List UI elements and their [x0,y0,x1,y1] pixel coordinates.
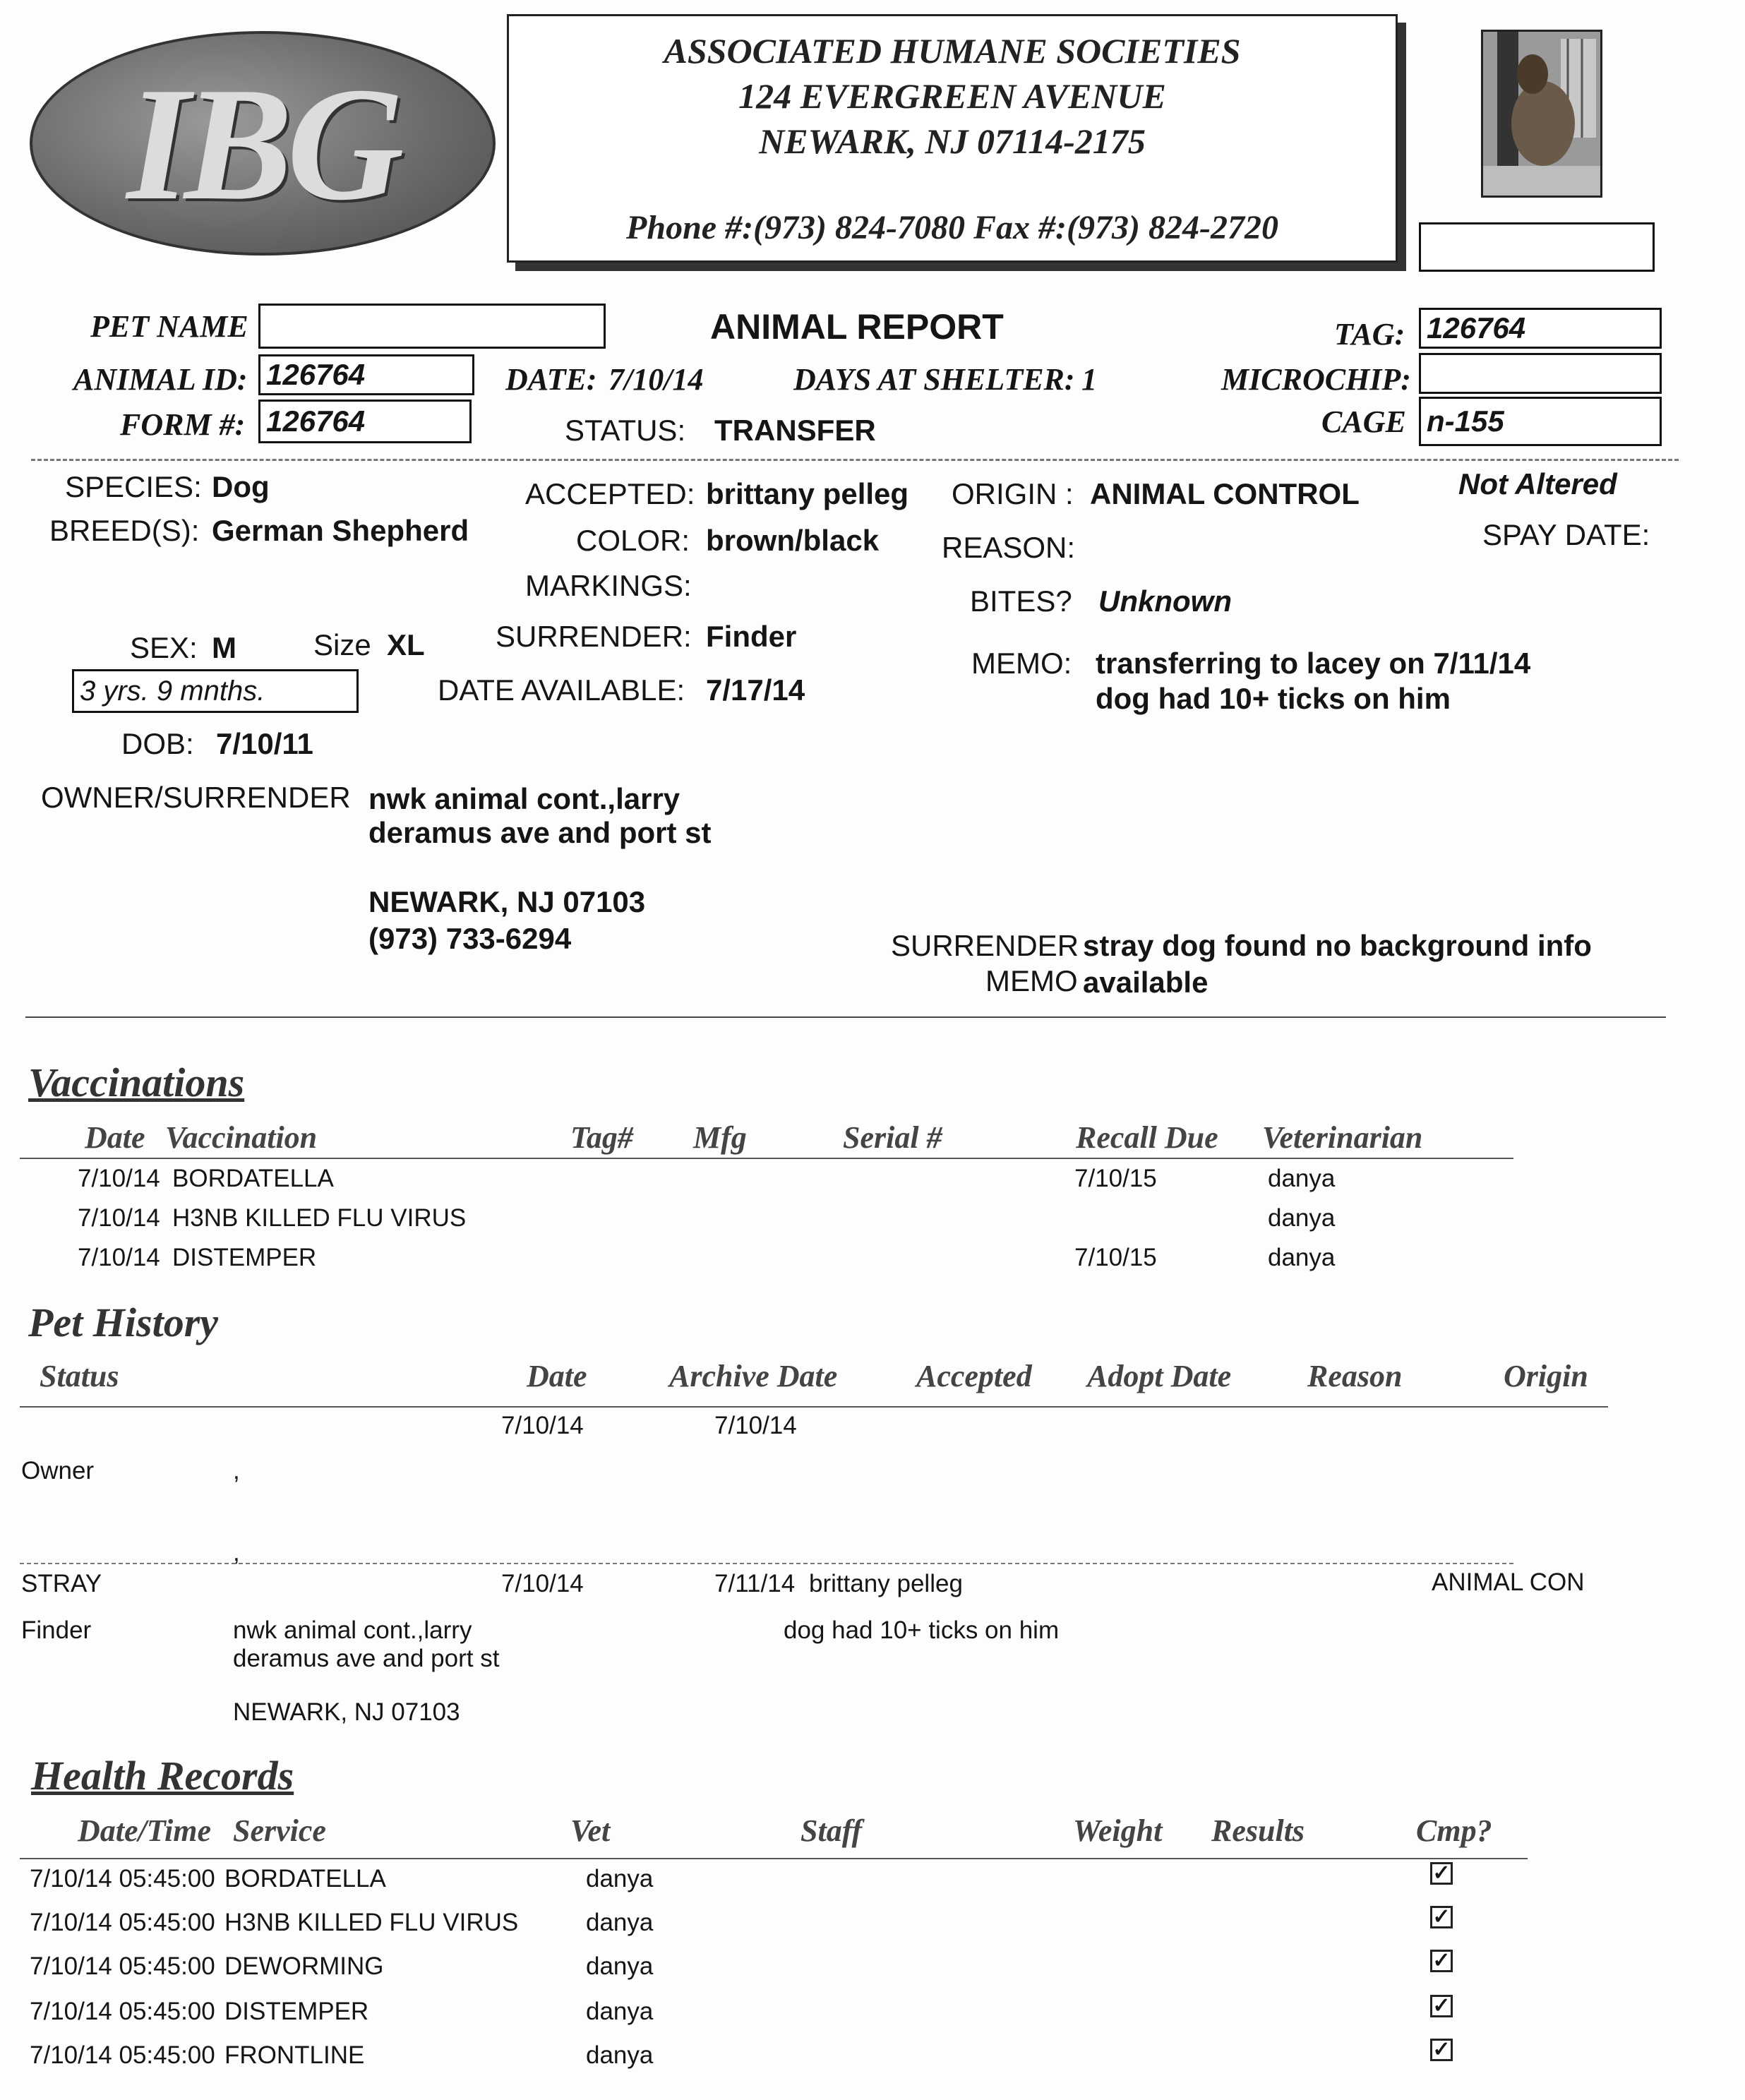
vaccinations-title: Vaccinations [28,1060,245,1105]
vacc-col-date: Date [85,1120,145,1155]
surrender-value: Finder [706,620,797,653]
health-records-title: Health Records [31,1753,294,1799]
age-field[interactable]: 3 yrs. 9 mnths. [72,669,359,713]
hist-archive-date: 7/11/14 [714,1570,796,1597]
hist-status: STRAY [21,1570,102,1597]
surrender-memo-label-1: SURRENDER [891,929,1079,962]
hist-col-accepted: Accepted [916,1359,1032,1393]
altered-status: Not Altered [1458,467,1617,500]
status-value: TRANSFER [714,414,876,447]
health-service: DEWORMING [224,1952,384,1980]
sex-value: M [212,631,236,664]
owner-phone: (973) 733-6294 [368,922,572,955]
hist-party-city: NEWARK, NJ 07103 [233,1698,460,1726]
surrender-memo-line-1: stray dog found no background info [1083,929,1592,962]
health-service: DISTEMPER [224,1998,369,2025]
health-col-vet: Vet [570,1813,611,1848]
hist-date: 7/10/14 [501,1570,584,1597]
hist-comma-2: , [233,1539,240,1566]
sex-label: SEX: [130,631,198,664]
details-divider [25,1016,1666,1018]
header-divider [31,459,1679,461]
health-datetime: 7/10/14 05:45:00 [30,1909,215,1936]
health-complete-checkbox[interactable]: ✓ [1430,2039,1453,2061]
days-at-shelter-label: DAYS AT SHELTER: [793,362,1075,397]
hist-origin: ANIMAL CON [1432,1568,1585,1596]
surrender-memo-line-2: available [1083,966,1209,999]
health-col-complete: Cmp? [1416,1813,1492,1848]
hist-header-rule [20,1406,1608,1408]
logo-text: IBG [126,53,399,234]
animal-id-label: ANIMAL ID: [73,362,248,397]
microchip-field[interactable] [1419,353,1662,394]
form-number-field[interactable]: 126764 [258,400,472,443]
health-service: BORDATELLA [224,1865,386,1892]
health-col-results: Results [1211,1813,1305,1848]
health-complete-checkbox[interactable]: ✓ [1430,1862,1453,1885]
vacc-date: 7/10/14 [78,1244,160,1271]
surrender-memo-label-2: MEMO [985,964,1078,997]
color-label: COLOR: [576,524,690,557]
pet-history-title: Pet History [28,1300,219,1345]
origin-value: ANIMAL CONTROL [1090,477,1360,510]
photo-caption-box [1419,222,1655,272]
dob-value: 7/10/11 [216,727,313,760]
vacc-name: DISTEMPER [172,1244,317,1271]
date-available-label: DATE AVAILABLE: [438,673,685,707]
hist-party-type: Finder [21,1616,92,1644]
markings-label: MARKINGS: [525,569,692,602]
vacc-col-tag: Tag# [570,1120,633,1155]
status-label: STATUS: [565,414,686,447]
breed-value: German Shepherd [212,514,469,547]
health-col-weight: Weight [1073,1813,1163,1848]
owner-label: OWNER/SURRENDER [41,781,351,814]
date-available-value: 7/17/14 [706,673,805,707]
health-col-service: Service [233,1813,326,1848]
hist-party-address: deramus ave and port st [233,1645,500,1672]
vacc-name: H3NB KILLED FLU VIRUS [172,1204,467,1232]
vacc-vet: danya [1268,1244,1336,1271]
breed-label: BREED(S): [49,514,200,547]
vacc-col-veterinarian: Veterinarian [1262,1120,1423,1155]
vacc-col-recall: Recall Due [1076,1120,1218,1155]
surrender-label: SURRENDER: [496,620,692,653]
health-datetime: 7/10/14 05:45:00 [30,1865,215,1892]
health-vet: danya [586,1998,654,2025]
vacc-name: BORDATELLA [172,1165,334,1192]
pet-name-label: PET NAME [90,309,248,344]
health-service: H3NB KILLED FLU VIRUS [224,1909,519,1936]
origin-label: ORIGIN : [952,477,1074,510]
size-value: XL [387,628,425,661]
tag-field[interactable]: 126764 [1419,308,1662,349]
cage-field[interactable]: n-155 [1419,397,1662,446]
hist-note: dog had 10+ ticks on him [784,1616,1060,1644]
hist-col-origin: Origin [1504,1359,1588,1393]
health-datetime: 7/10/14 05:45:00 [30,1998,215,2025]
date-value: 7/10/14 [608,362,704,397]
reason-label: REASON: [942,531,1076,564]
dog-photo-icon [1483,32,1600,196]
bites-value: Unknown [1098,584,1232,618]
vacc-col-vaccination: Vaccination [165,1120,318,1155]
hist-accepted: brittany pelleg [809,1570,963,1597]
species-value: Dog [212,470,270,503]
report-title: ANIMAL REPORT [710,307,1004,347]
hist-col-date: Date [527,1359,587,1393]
size-label: Size [313,628,371,661]
health-complete-checkbox[interactable]: ✓ [1430,1995,1453,2017]
health-complete-checkbox[interactable]: ✓ [1430,1906,1453,1928]
ibg-logo [30,31,496,256]
health-vet: danya [586,2041,654,2069]
health-datetime: 7/10/14 05:45:00 [30,2041,215,2069]
microchip-label: MICROCHIP: [1221,362,1411,397]
org-city: NEWARK, NJ 07114-2175 [759,121,1146,161]
health-complete-checkbox[interactable]: ✓ [1430,1950,1453,1972]
hist-party-type: Owner [21,1457,95,1484]
health-vet: danya [586,1952,654,1980]
form-label: FORM #: [120,407,246,442]
health-datetime: 7/10/14 05:45:00 [30,1952,215,1980]
health-vet: danya [586,1909,654,1936]
days-at-shelter-value: 1 [1081,362,1097,397]
hist-comma: , [233,1457,240,1484]
vacc-date: 7/10/14 [78,1165,160,1192]
hist-party-name: nwk animal cont.,larry [233,1616,472,1644]
vacc-col-mfg: Mfg [693,1120,747,1155]
hist-col-status: Status [40,1359,119,1393]
vacc-vet: danya [1268,1204,1336,1232]
organization-header [507,14,1398,263]
animal-photo [1481,30,1602,198]
bites-label: BITES? [970,584,1072,618]
org-address: 124 EVERGREEN AVENUE [738,76,1166,116]
health-col-datetime: Date/Time [78,1813,211,1848]
animal-id-field[interactable]: 126764 [258,354,474,395]
spay-date-label: SPAY DATE: [1482,518,1650,551]
date-label: DATE: [505,362,597,397]
pet-name-field[interactable] [258,304,606,349]
memo-line-1: transferring to lacey on 7/11/14 [1096,647,1531,680]
org-name: ASSOCIATED HUMANE SOCIETIES [664,31,1241,71]
tag-label: TAG: [1334,317,1405,352]
dob-label: DOB: [121,727,194,760]
health-service: FRONTLINE [224,2041,365,2069]
owner-line-1: nwk animal cont.,larry [368,782,680,815]
hist-date: 7/10/14 [501,1412,584,1439]
species-label: SPECIES: [65,470,202,503]
hist-row-divider [20,1563,1513,1564]
vacc-date: 7/10/14 [78,1204,160,1232]
owner-city: NEWARK, NJ 07103 [368,885,646,918]
vacc-recall: 7/10/15 [1074,1244,1157,1271]
accepted-label: ACCEPTED: [525,477,695,510]
memo-line-2: dog had 10+ ticks on him [1096,682,1451,715]
cage-label: CAGE [1321,404,1406,439]
health-header-rule [20,1858,1528,1859]
accepted-value: brittany pelleg [706,477,909,510]
hist-col-adopt-date: Adopt Date [1087,1359,1232,1393]
vacc-header-rule [20,1158,1513,1159]
vacc-recall: 7/10/15 [1074,1165,1157,1192]
hist-col-archive-date: Archive Date [669,1359,838,1393]
vacc-col-serial: Serial # [843,1120,942,1155]
color-value: brown/black [706,524,880,557]
health-vet: danya [586,1865,654,1892]
memo-label: MEMO: [971,647,1072,680]
health-col-staff: Staff [800,1813,863,1848]
hist-archive-date: 7/10/14 [714,1412,797,1439]
hist-col-reason: Reason [1307,1359,1403,1393]
vacc-vet: danya [1268,1165,1336,1192]
owner-line-2: deramus ave and port st [368,816,712,849]
org-phone-fax: Phone #:(973) 824-7080 Fax #:(973) 824-2720 [626,209,1278,246]
